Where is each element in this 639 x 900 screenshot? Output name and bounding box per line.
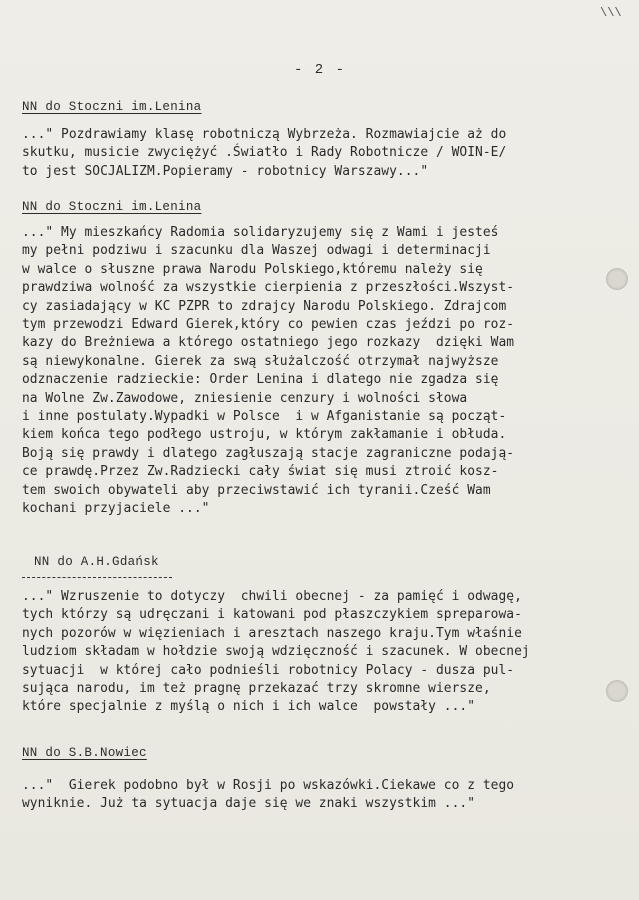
section-body [22, 224, 622, 519]
dashed-underline [22, 577, 172, 578]
text-line: tych którzy są udręczani i katowani pod płaszczykiem spreparowa- [22, 607, 522, 623]
section-heading: NN do Stoczni im.Lenina [22, 200, 202, 214]
section-heading: NN do Stoczni im.Lenina [22, 100, 202, 114]
text-line: tem swoich obywateli aby przeciwstawić ich tyranii.Cześć Wam [22, 482, 491, 498]
text-line: ..." Pozdrawiamy klasę robotniczą Wybrzeża. Rozmawiajcie aż do [22, 127, 507, 142]
text-line: odznaczenie radzieckie: Order Lenina i dlatego nie zgadza się [22, 372, 499, 388]
section-body [22, 588, 622, 717]
text-line: na Wolne Zw.Zawodowe, zniesienie cenzury i wolności słowa [22, 390, 468, 406]
text-line: skutku, musicie zwyciężyć .Światło i Rady Robotnicze / WOIN-E/ [22, 145, 507, 161]
text-line: wyniknie. Już ta sytuacja daje się we znaki wszystkim ..." [22, 796, 476, 812]
text-line: ..." Wzruszenie to dotyczy chwili obecnej - za pamięć i odwagę, [22, 589, 522, 604]
page-number: - 2 - [294, 62, 347, 78]
text-line: w walce o słuszne prawa Narodu Polskiego,któremu należy się [22, 261, 483, 277]
text-line: sytuacji w której cało podnieśli robotnicy Polacy - dusza pul- [22, 662, 515, 678]
text-line: ce prawdę.Przez Zw.Radziecki cały świat się musi ztroić kosz- [22, 464, 499, 480]
text-line: i inne postulaty.Wypadki w Polsce i w Afganistanie są począt- [22, 409, 507, 425]
text-line: nych pozorów w więzieniach i aresztach naszego kraju.Tym właśnie [22, 625, 522, 641]
text-line: cy zasiadający w KC PZPR to zdrajcy Narodu Polskiego. Zdrajcom [22, 298, 507, 314]
text-line: my pełni podziwu i szacunku dla Waszej odwagi i determinacji [22, 243, 491, 259]
text-line: prawdziwa wolność za wszystkie cierpienia z przeszłości.Wszyst- [22, 280, 515, 296]
text-line: Boją się prawdy i dlatego zagłuszają stacje zagraniczne podają- [22, 445, 515, 461]
section-heading: NN do S.B.Nowiec [22, 746, 147, 760]
text-line: sująca narodu, im też pragnę przekazać trzy skromne wiersze, [22, 681, 491, 697]
section-heading: NN do A.H.Gdańsk [34, 555, 159, 569]
text-line: to jest SOCJALIZM.Popieramy - robotnicy Warszawy..." [22, 163, 429, 179]
text-line: kazy do Breżniewa a którego ostatniego jego rozkazy dzięki Wam [22, 335, 515, 351]
text-line: kochani przyjaciele ..." [22, 501, 210, 517]
section-body [22, 777, 622, 814]
text-line: ..." Gierek podobno był w Rosji po wskazówki.Ciekawe co z tego [22, 778, 515, 793]
text-line: które specjalnie z myślą o nich i ich walce powstały ..." [22, 699, 476, 715]
text-line: ludziom składam w hołdzie swoją wdzięczność i szacunek. W obecnej [22, 644, 530, 660]
section-body [22, 126, 622, 181]
text-line: są niewykonalne. Gierek za swą służalczość otrzymał najwyższe [22, 353, 499, 369]
text-line: ..." My mieszkańcy Radomia solidaryzujemy się z Wami i jesteś [22, 225, 499, 240]
corner-mark: \\\ [600, 6, 622, 20]
text-line: kiem końca tego podłego ustroju, w którym zakłamanie i obłuda. [22, 427, 507, 443]
text-line: tym przewodzi Edward Gierek,który co pewien czas jeździ po roz- [22, 317, 515, 333]
